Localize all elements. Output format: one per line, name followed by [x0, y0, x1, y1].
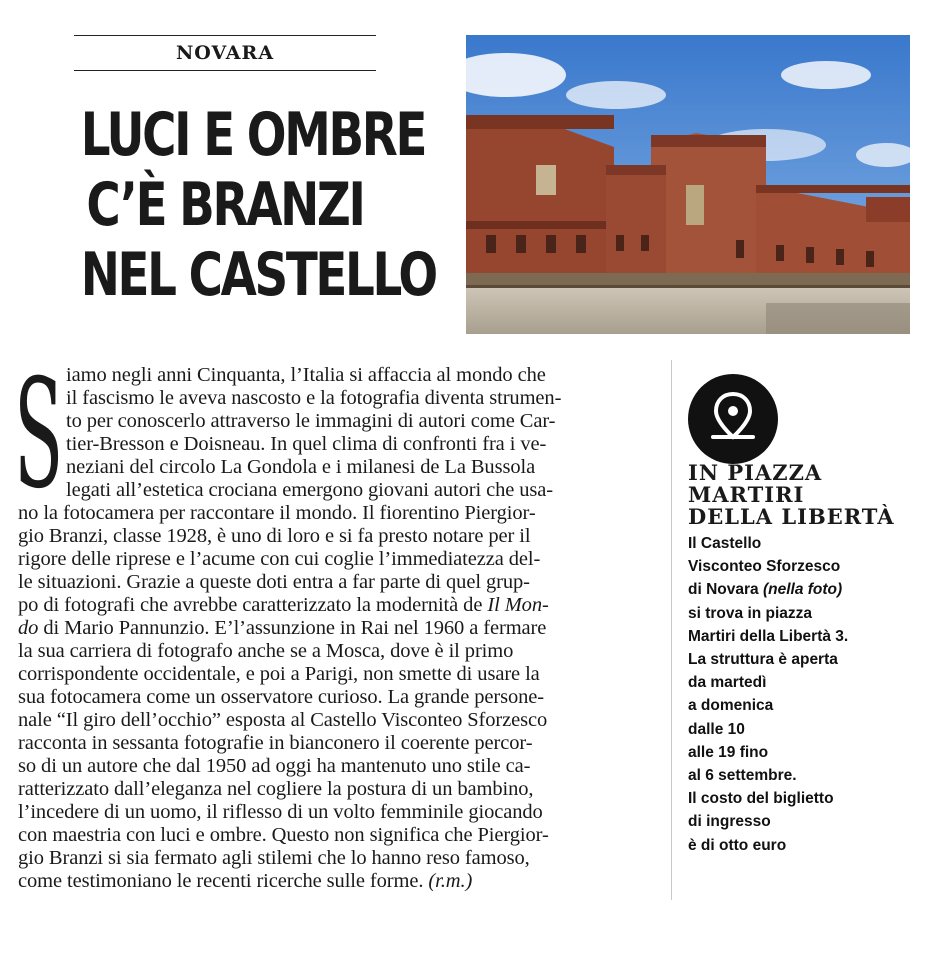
article-line	[18, 869, 472, 893]
sidebar-line: Visconteo Sforzesco	[688, 558, 841, 576]
sidebar-heading-line: DELLA LIBERTÀ	[688, 504, 895, 529]
article-line: tier-Bresson e Doisneau. In quel clima di confronti fra i ve-	[66, 433, 547, 455]
sidebar-line: Il costo del biglietto	[688, 790, 834, 808]
headline-line: C’È BRANZI	[86, 170, 364, 240]
article-line: ratterizzato dall’eleganza nel cogliere la postura di un bambino,	[18, 778, 534, 800]
article-line	[18, 616, 546, 640]
drop-cap: S	[14, 348, 64, 522]
sidebar-line: alle 19 fino	[688, 743, 769, 761]
headline-line: LUCI E OMBRE	[80, 100, 426, 170]
sidebar-line: dalle 10	[688, 720, 745, 738]
article-line: so di un autore che dal 1950 ad oggi ha mantenuto uno stile ca-	[18, 755, 531, 777]
article-line-text: po di fotografi che avrebbe caratterizzato la modernità de	[18, 594, 488, 616]
location-pin-icon	[688, 374, 778, 464]
sidebar-line: da martedì	[688, 674, 767, 692]
headline-line: NEL CASTELLO	[80, 240, 436, 310]
sidebar-line: Il Castello	[688, 535, 762, 552]
article-line: legati all’estetica crociana emergono giovani autori che usa-	[66, 479, 554, 501]
article-line: rigore delle riprese e l’acume con cui coglie l’immediatezza del-	[18, 548, 541, 570]
article-line: racconta in sessanta fotografie in bianconero il coerente percor-	[18, 732, 533, 754]
article-line: nale “Il giro dell’occhio” esposta al Castello Visconteo Sforzesco	[18, 709, 548, 731]
column-divider	[671, 360, 672, 900]
article-line: le situazioni. Grazie a queste doti entra a far parte di quel grup-	[18, 571, 530, 593]
sidebar-line	[688, 578, 848, 601]
article-line: neziani del circolo La Gondola e i milanesi de La Bussola	[66, 456, 536, 478]
article-line: to per conoscerlo attraverso le immagini di autori come Car-	[66, 410, 556, 432]
headline	[80, 100, 436, 310]
article-line: iamo negli anni Cinquanta, l’Italia si affaccia al mondo che	[66, 364, 546, 386]
italic-title: do	[18, 617, 39, 639]
sidebar-line: a domenica	[688, 697, 774, 715]
article-line: gio Branzi, classe 1928, è uno di loro e si fa presto notare per il	[18, 525, 531, 547]
italic-title: Il Mon-	[487, 594, 549, 616]
sidebar-line: al 6 settembre.	[688, 767, 797, 785]
sidebar-line: è di otto euro	[688, 836, 787, 854]
article-line: sua fotocamera come un osservatore curioso. La grande persone-	[18, 686, 545, 708]
article-line: corrispondente occidentale, e poi a Parigi, non smette di usare la	[18, 663, 540, 685]
sidebar-line: si trova in piazza	[688, 604, 813, 622]
sidebar-info	[688, 532, 848, 857]
article-line-text: come testimoniano le recenti ricerche sulle forme.	[18, 870, 429, 892]
sidebar-line: di ingresso	[688, 813, 771, 831]
sidebar-heading-line: IN PIAZZA	[688, 460, 823, 485]
sidebar-heading	[688, 462, 895, 528]
sidebar-line-text: di Novara	[688, 581, 763, 599]
article-line: l’incedere di un uomo, il riflesso di un volto femminile giocando	[18, 801, 543, 823]
sidebar-line: La struttura è aperta	[688, 651, 838, 669]
article-line: con maestria con luci e ombre. Questo non significa che Piergior-	[18, 824, 549, 846]
author-signature: (r.m.)	[428, 870, 473, 892]
article-line: no la fotocamera per raccontare il mondo. Il fiorentino Piergior-	[18, 502, 536, 524]
article-line: la sua carriera di fotografo anche se a Mosca, dove è il primo	[18, 640, 514, 662]
sidebar-heading-line: MARTIRI	[688, 482, 805, 507]
article-line	[18, 593, 549, 617]
article-line: il fascismo le aveva nascosto e la fotografia diventa strumen-	[66, 387, 562, 409]
castle-photo	[466, 35, 910, 334]
article-line: gio Branzi si sia fermato agli stilemi che lo hanno reso famoso,	[18, 847, 530, 869]
section-kicker: NOVARA	[74, 35, 376, 71]
photo-note: (nella foto)	[762, 581, 843, 599]
sidebar-line: Martiri della Libertà 3.	[688, 627, 849, 645]
article-line-text: di Mario Pannunzio. E’l’assunzione in Rai nel 1960 a fermare	[38, 617, 547, 639]
